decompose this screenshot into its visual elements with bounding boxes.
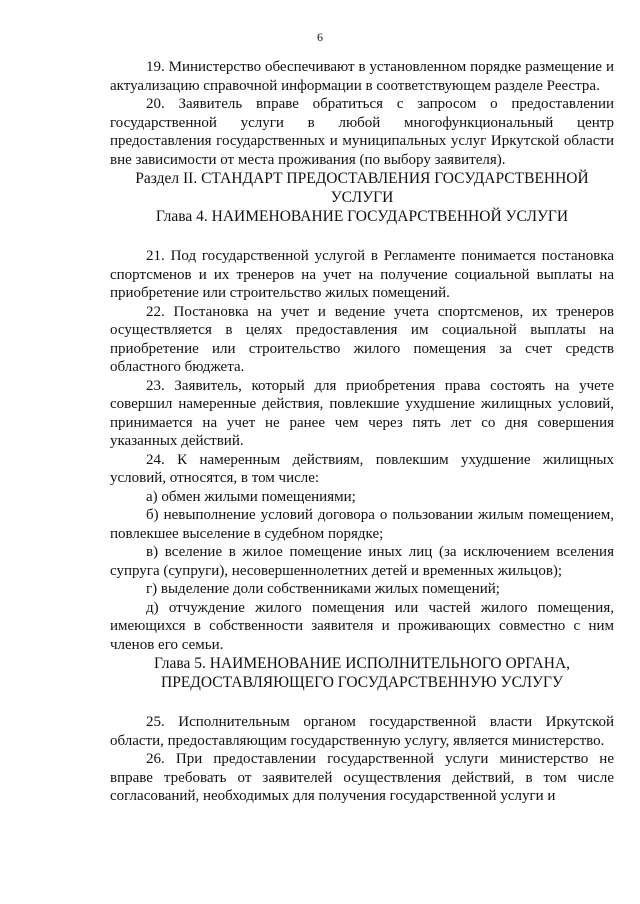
list-item-b: б) невыполнение условий договора о пользовании жилым помещением, повлекшее выселение в судебном порядке; (110, 507, 614, 542)
section-title-line: Раздел II. СТАНДАРТ ПРЕДОСТАВЛЕНИЯ ГОСУДАРСТВЕННОЙ (135, 170, 589, 187)
chapter-5-title-line: ПРЕДОСТАВЛЯЮЩЕГО ГОСУДАРСТВЕННУЮ УСЛУГУ (161, 674, 563, 691)
paragraph-21: 21. Под государственной услугой в Регламенте понимается постановка спортсменов и их тренеров на учет на получение социальной выплаты на приобретение или строительство жилых помещений. (110, 248, 614, 301)
list-item-a: а) обмен жилыми помещениями; (146, 488, 356, 505)
document-body (110, 58, 614, 806)
paragraph-24: 24. К намеренным действиям, повлекшим ухудшение жилищных условий, относятся, в том числе: (110, 451, 614, 486)
paragraph-26: 26. При предоставлении государственной услуги министерство не вправе требовать от заявителей осуществления действий, в том числе согласований, необходимых для получения государственной услуги и (110, 751, 614, 804)
chapter-5-body (110, 713, 614, 806)
chapter-4-title: Глава 4. НАИМЕНОВАНИЕ ГОСУДАРСТВЕННОЙ УСЛУГИ (155, 208, 569, 225)
chapter-5-title-line: Глава 5. НАИМЕНОВАНИЕ ИСПОЛНИТЕЛЬНОГО ОРГАНА, (153, 655, 571, 672)
paragraph-19: 19. Министерство обеспечивают в установленном порядке размещение и актуализацию справочной информации в соответствующем разделе Реестра. (110, 59, 614, 94)
list-item-v: в) вселение в жилое помещение иных лиц (за исключением вселения супруга (супруги), несовершеннолетних детей и временных жильцов); (110, 544, 614, 579)
list-item-g: г) выделение доли собственниками жилых помещений; (146, 581, 500, 597)
chapter-4-body (110, 247, 614, 654)
chapter-5-title (110, 654, 614, 692)
section-title-line: УСЛУГИ (330, 189, 394, 206)
list-item-d: д) отчуждение жилого помещения или частей жилого помещения, имеющихся в собственности заявителя и проживающих совместно с ним членов его семьи. (110, 599, 614, 653)
paragraph-23: 23. Заявитель, который для приобретения права состоять на учете совершил намеренные действия, повлекшие ухудшение жилищных условий, принимается на учет не ранее чем через пять лет со дня совершения указанных действий. (110, 377, 614, 449)
section-title (110, 169, 614, 207)
paragraph-20: 20. Заявитель вправе обратиться с запросом о предоставлении государственной услуги в любой многофункциональный центр предоставления государственных и муниципальных услуг Иркутской области вне зависимости от места проживания (по выбору заявителя). (110, 96, 614, 168)
paragraph-25: 25. Исполнительным органом государственной власти Иркутской области, предоставляющим государственную услугу, является министерство. (110, 714, 614, 749)
page-number: 6 (317, 30, 323, 44)
paragraph-22: 22. Постановка на учет и ведение учета спортсменов, их тренеров осуществляется в целях предоставления им социальной выплаты на приобретение или строительство жилого помещения за счет средств областного бюджета. (110, 303, 614, 375)
